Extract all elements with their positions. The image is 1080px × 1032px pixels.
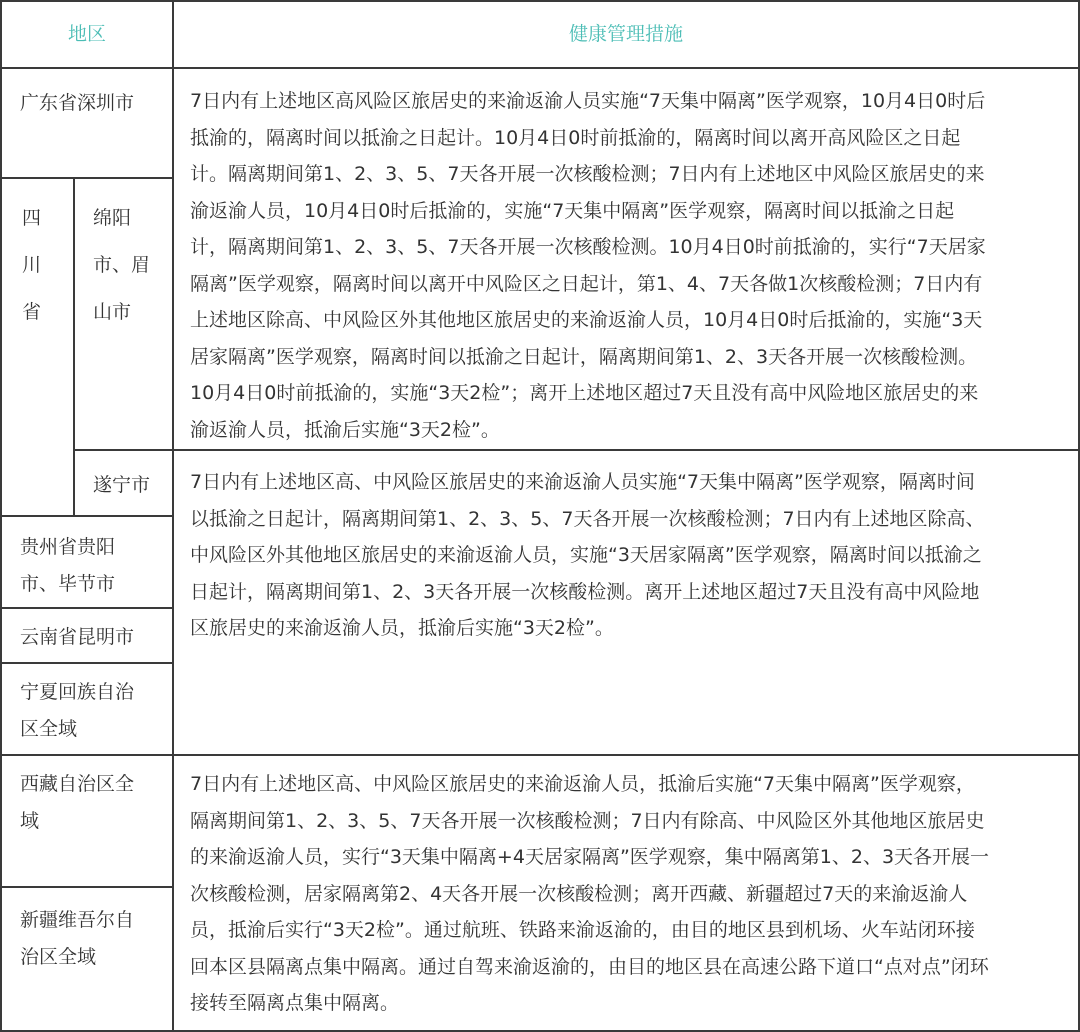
header-measures: 健康管理措施 [568, 23, 683, 45]
region-sichuan: 四 川 省 [22, 207, 42, 323]
divider-ningxia [0, 754, 1080, 756]
region-yunnan: 云南省昆明市 [20, 626, 135, 648]
region-guizhou: 贵州省贵阳 市、毕节市 [20, 536, 116, 595]
measures-group-1: 7日内有上述地区高风险区旅居史的来渝返渝人员实施“7天集中隔离”医学观察，10月4日0时后 抵渝的，隔离时间以抵渝之日起计。10月4日0时前抵渝的，隔离时间以离开高风险区之日起 计。隔离期间第1、2、3、5、7天各开展一次核酸检测；7日内有上述地区中风险区旅居史的来 渝返渝人员，10月4日0时后抵渝的，实施“7天集中隔离”医学观察，隔离时间以抵渝之日起 计，隔离期间第1、2、3、5、7天各开展一次核酸检测。10月4日0时前抵渝的，实行“7天居家 隔离”医学观察，隔离时间以离开中风险区之日起计，第1、4、7天各做1次核酸检测；7日内有 上述地区除高、中风险区外其他地区旅居史的来渝返渝人员，10月4日0时后抵渝的，实施“3天 居家隔离”医学观察，隔离时间以抵渝之日起计，隔离期间第1、2、3天各开展一次核酸检测。 10月4日0时前抵渝的，实施“3天2检”；离开上述地区超过7天且没有高中风险地区旅居史的来 渝返渝人员，抵渝后实施“3天2检”。 [190, 90, 986, 441]
region-suining: 遂宁市 [93, 474, 151, 496]
measures-group-2: 7日内有上述地区高、中风险区旅居史的来渝返渝人员实施“7天集中隔离”医学观察，隔离时间 以抵渝之日起计，隔离期间第1、2、3、5、7天各开展一次核酸检测；7日内有上述地区除高、 中风险区外其他地区旅居史的来渝返渝人员，实施“3天居家隔离”医学观察，隔离时间以抵渝之 日起计，隔离期间第1、2、3天各开展一次核酸检测。离开上述地区超过7天且没有高中风险地 区旅居史的来渝返渝人员，抵渝后实施“3天2检”。 [190, 471, 985, 639]
divider-col-sichuan [73, 178, 75, 516]
divider-shenzhen [0, 177, 174, 179]
region-mianyang-meishan: 绵阳 市、眉 山市 [93, 207, 151, 323]
region-xizang: 西藏自治区全 域 [20, 773, 135, 832]
region-ningxia: 宁夏回族自治 区全域 [20, 681, 135, 740]
divider-mianyang [73, 449, 1080, 451]
header-region: 地区 [67, 23, 106, 45]
measures-group-3: 7日内有上述地区高、中风险区旅居史的来渝返渝人员，抵渝后实施“7天集中隔离”医学观察， 隔离期间第1、2、3、5、7天各开展一次核酸检测；7日内有除高、中风险区外其他地区旅居史 的来渝返渝人员，实行“3天集中隔离+4天居家隔离”医学观察，集中隔离第1、2、3天各开展一 次核酸检测，居家隔离第2、4天各开展一次核酸检测；离开西藏、新疆超过7天的来渝返渝人 员，抵渝后实行“3天2检”。通过航班、铁路来渝返渝的，由目的地区县到机场、火车站闭环接 回本区县隔离点集中隔离。通过自驾来渝返渝的，由目的地区县在高速公路下道口“点对点”闭环 接转至隔离点集中隔离。 [190, 773, 990, 1014]
divider-suining [0, 515, 174, 517]
divider-guizhou [0, 607, 174, 609]
region-shenzhen: 广东省深圳市 [20, 92, 135, 114]
region-xinjiang: 新疆维吾尔自 治区全域 [20, 909, 135, 968]
divider-yunnan [0, 662, 174, 664]
divider-xizang [0, 886, 174, 888]
